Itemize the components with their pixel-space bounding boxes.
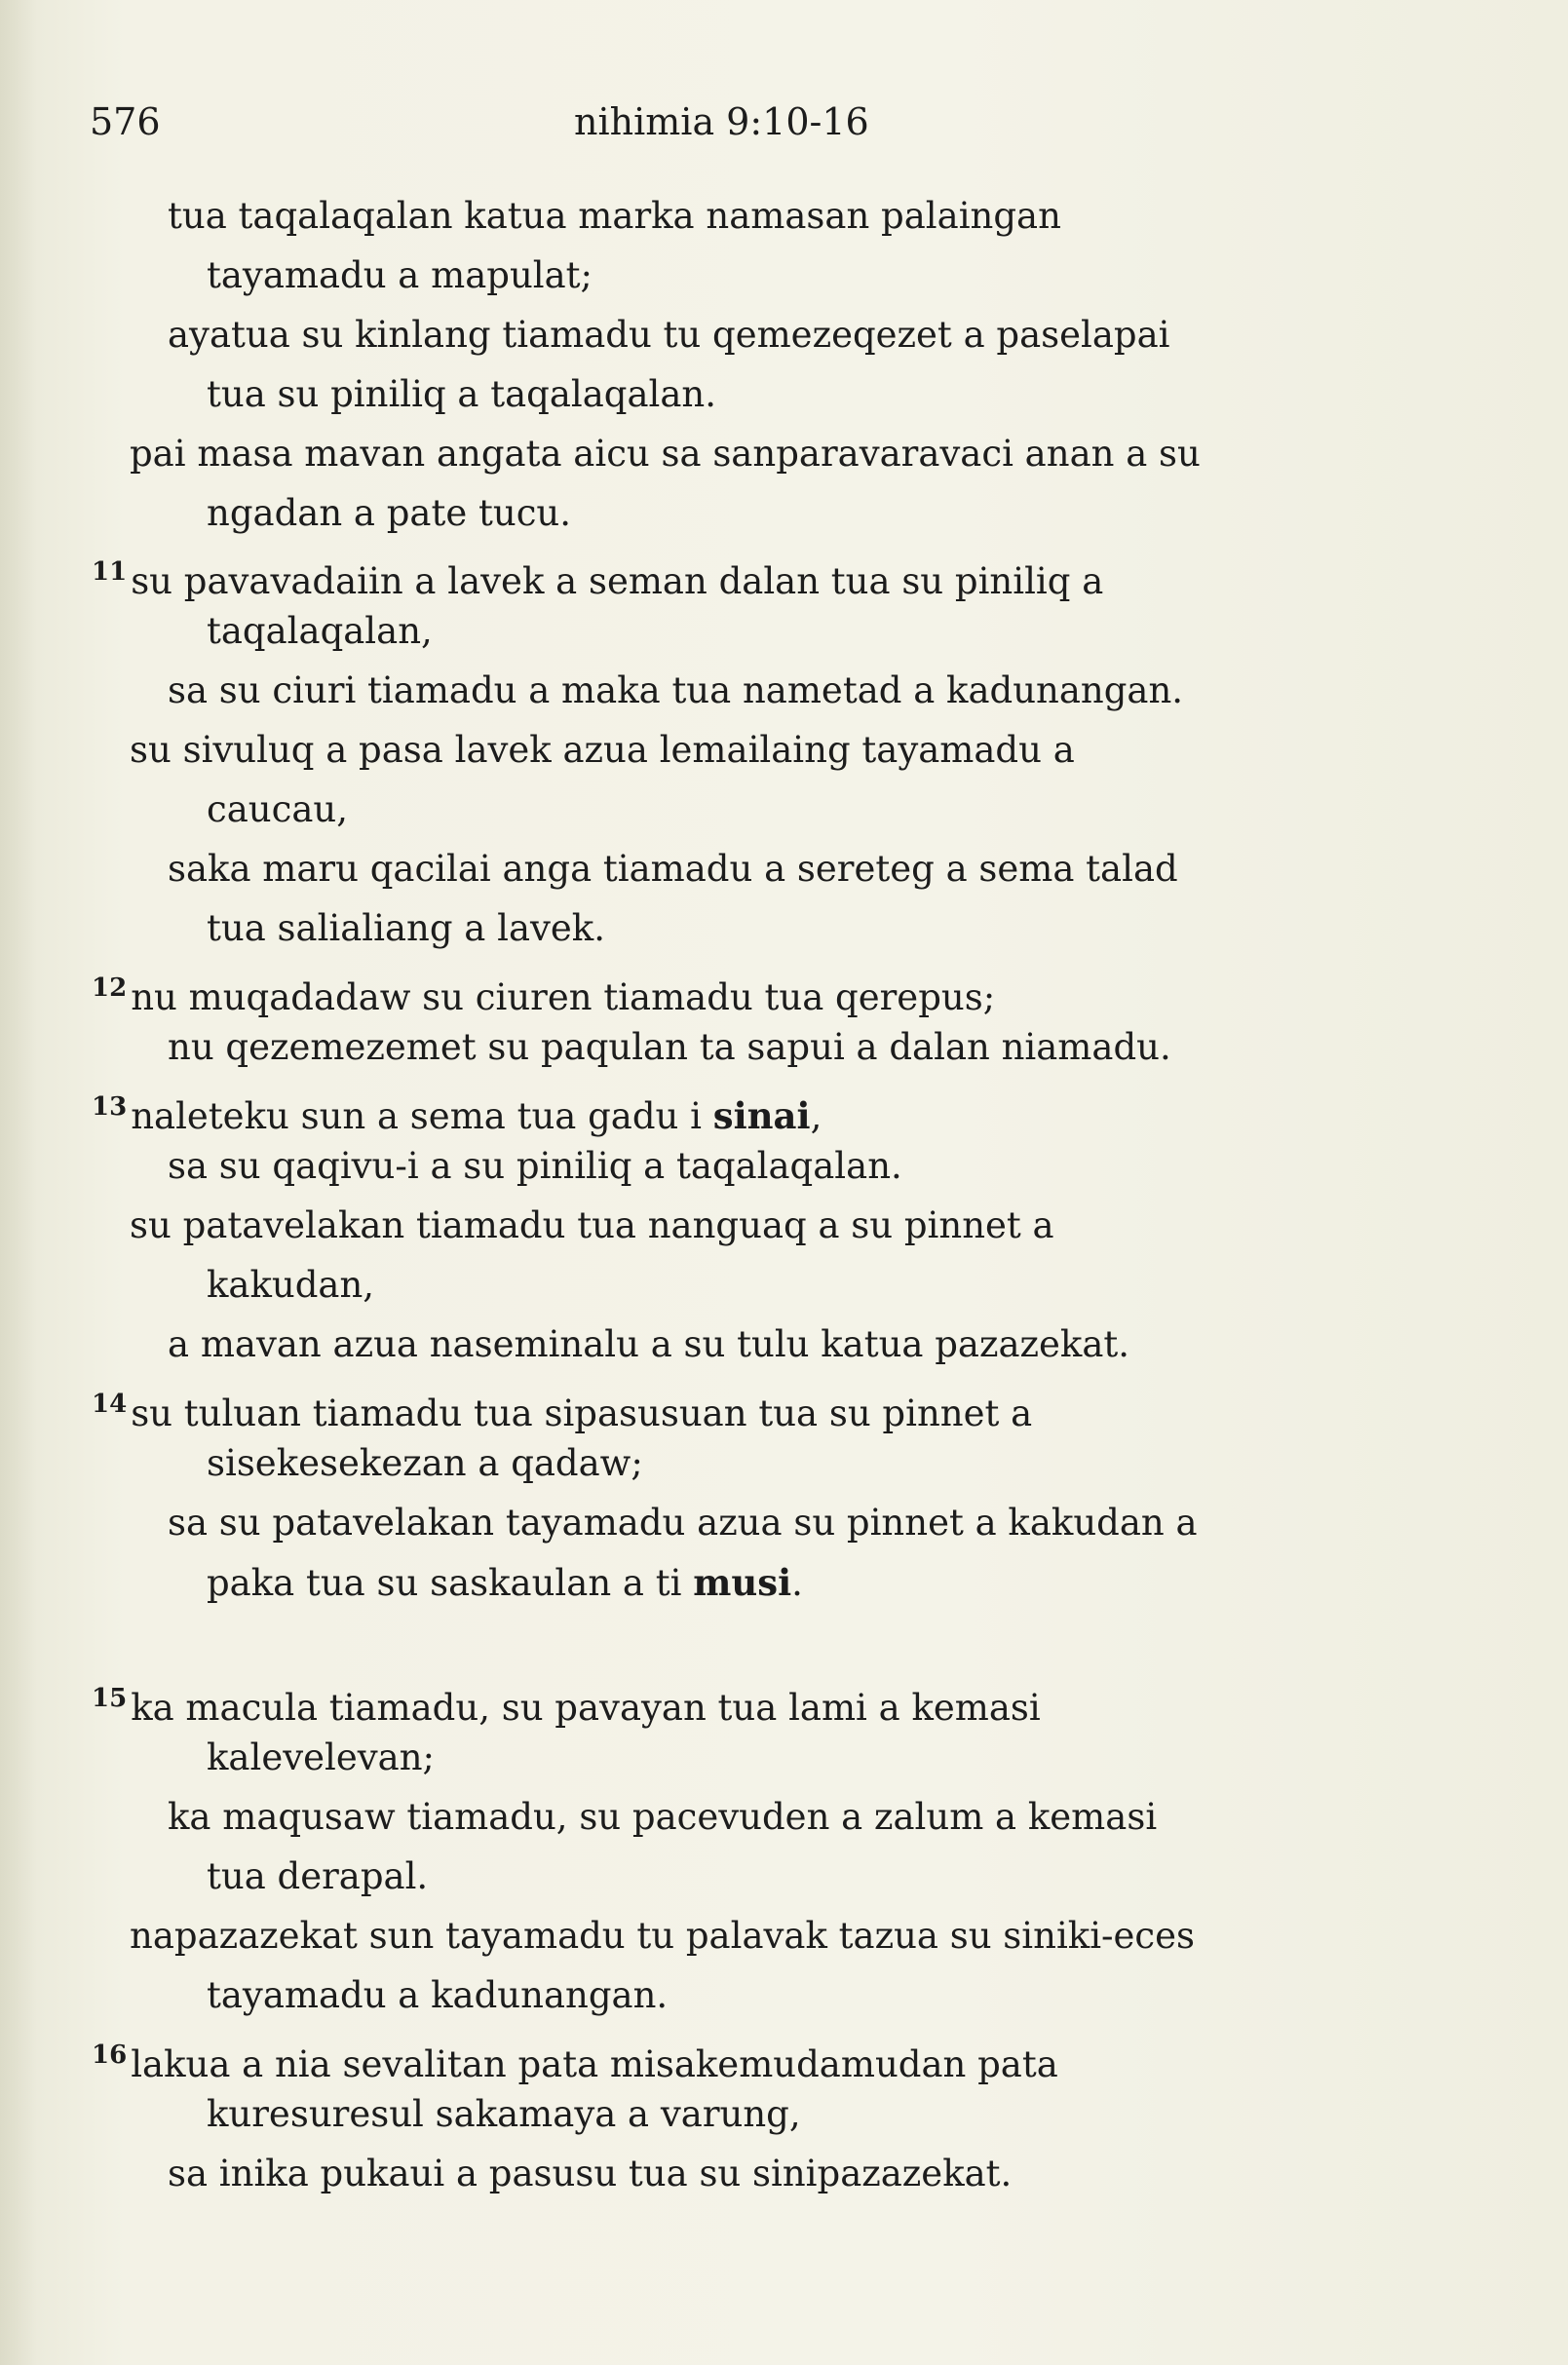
text-line: sa su ciuri tiamadu a maka tua nametad a kadunangan. — [168, 669, 1184, 711]
text-line: caucau, — [207, 788, 348, 830]
text-line: tua derapal. — [207, 1855, 429, 1897]
text-line: paka tua su saskaulan a ti musi. — [207, 1561, 803, 1604]
text-line: tua salialiang a lavek. — [207, 907, 605, 949]
text-line: ngadan a pate tucu. — [207, 492, 572, 534]
verse-line: $^{15}$ ka macula tiamadu, su pavayan tua lami a kemasi — [92, 1684, 1041, 1729]
text-line: kakudan, — [207, 1264, 375, 1306]
verse-number: 14 — [92, 1390, 128, 1419]
text-line: tayamadu a kadunangan. — [207, 1974, 669, 2016]
text-line: sa su patavelakan tayamadu azua su pinnet a kakudan a — [168, 1502, 1198, 1544]
text-line: ka maqusaw tiamadu, su pacevuden a zalum a kemasi — [168, 1796, 1158, 1838]
verse-line: $^{14}$ su tuluan tiamadu tua sipasusuan tua su pinnet a — [92, 1390, 1033, 1434]
running-head: nihimia 9:10-16 — [574, 100, 869, 143]
verse-number: 16 — [92, 2041, 128, 2070]
page-header — [90, 93, 1473, 151]
text-line: napazazekat sun tayamadu tu palavak tazua su siniki-eces — [130, 1915, 1196, 1957]
verse-line: $^{16}$ lakua a nia sevalitan pata misakemudamudan pata — [92, 2041, 1058, 2085]
verse-number: 12 — [92, 973, 128, 1003]
verse-line: $^{11}$ su pavavadaiin a lavek a seman dalan tua su piniliq a — [92, 557, 1104, 602]
text-line: kuresuresul sakamaya a varung, — [207, 2093, 801, 2135]
text-line: kalevelevan; — [207, 1736, 435, 1778]
text-line: ayatua su kinlang tiamadu tu qemezeqezet a paselapai — [168, 314, 1170, 356]
text-line: tua su piniliq a taqalaqalan. — [207, 373, 717, 415]
verse-number: 13 — [92, 1092, 128, 1122]
text-line: su sivuluq a pasa lavek azua lemailaing tayamadu a — [130, 729, 1075, 771]
text-line: saka maru qacilai anga tiamadu a sereteg a sema talad — [168, 848, 1178, 890]
place-name: sinai — [712, 1094, 811, 1137]
person-name: musi — [693, 1561, 792, 1604]
text-line: tayamadu a mapulat; — [207, 254, 593, 296]
verse-number: 15 — [92, 1684, 128, 1713]
verse-line: $^{13}$ naleteku sun a sema tua gadu i sinai, — [92, 1092, 822, 1137]
text-line: taqalaqalan, — [207, 610, 433, 652]
text-line: nu qezemezemet su paqulan ta sapui a dalan niamadu. — [168, 1026, 1171, 1068]
page-number: 576 — [90, 100, 161, 143]
text-line: a mavan azua naseminalu a su tulu katua pazazekat. — [168, 1323, 1130, 1365]
text-line: sa su qaqivu-i a su piniliq a taqalaqalan. — [168, 1145, 902, 1187]
verse-line: $^{12}$ nu muqadadaw su ciuren tiamadu tua qerepus; — [92, 973, 996, 1018]
verse-number: 11 — [92, 557, 128, 587]
text-line: tua taqalaqalan katua marka namasan palaingan — [168, 195, 1061, 237]
text-line: sisekesekezan a qadaw; — [207, 1442, 643, 1484]
text-line: sa inika pukaui a pasusu tua su sinipazazekat. — [168, 2153, 1013, 2194]
text-line: su patavelakan tiamadu tua nanguaq a su pinnet a — [130, 1204, 1054, 1246]
text-line: pai masa mavan angata aicu sa sanparavaravaci anan a su — [130, 433, 1201, 475]
